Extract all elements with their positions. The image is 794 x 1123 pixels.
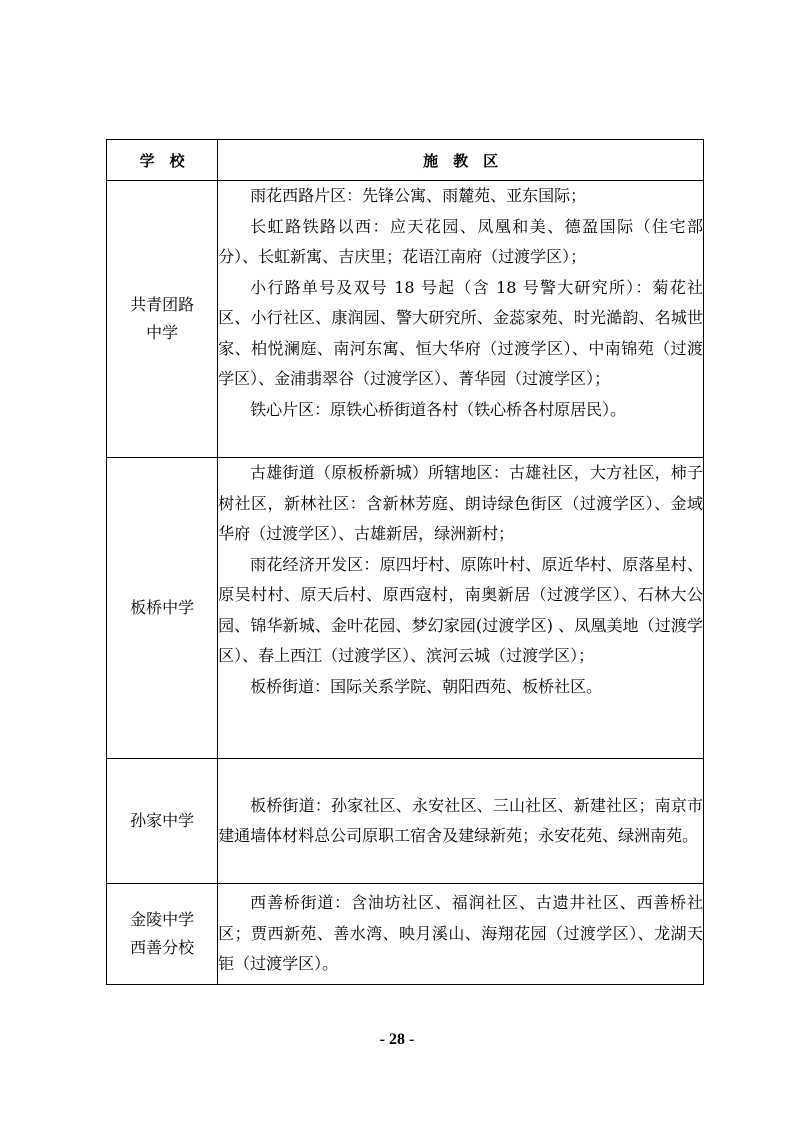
header-area: 施 教 区 [218, 140, 704, 181]
area-paragraph: 小行路单号及双号 18 号起（含 18 号警大研究所）：菊花社区、小行社区、康润园、警大研究所、金蕊家苑、时光澔韵、名城世家、柏悦澜庭、南河东寓、恒大华府（过渡学区）、中南锦苑（过渡学区）、金浦翡翠谷（过渡学区）、菁华园（过渡学区）； [218, 277, 703, 388]
area-paragraph: 古雄街道（原板桥新城）所辖地区：古雄社区，大方社区，柿子树社区，新林社区：含新林芳庭、朗诗绿色街区（过渡学区）、金域华府（过渡学区）、古雄新居，绿洲新村； [218, 463, 703, 543]
school-name-line: 板桥中学 [130, 598, 195, 617]
area-paragraph: 板桥街道：孙家社区、永安社区、三山社区、新建社区；南京市建通墙体材料总公司原职工宿舍及建绿新苑；永安花苑、绿洲南苑。 [218, 795, 703, 845]
area-description [218, 181, 704, 458]
area-paragraph: 西善桥街道：含油坊社区、福润社区、古遗井社区、西善桥社区；贾西新苑、善水湾、映月溪山、海翔花园（过渡学区）、龙湖天钜（过渡学区）。 [218, 893, 703, 974]
school-name-line: 孙家中学 [130, 811, 195, 830]
school-name-line: 共青团路 [130, 295, 195, 314]
school-name [107, 181, 218, 458]
area-paragraph: 雨花经济开发区：原四圩村、原陈叶村、原近华村、原落星村、原吴村村、原天后村、原西寇村，南奥新居（过渡学区）、石林大公园、锦华新城、金叶花园、梦幻家园(过渡学区) 、凤凰美地（过渡学区）、春上西江（过渡学区）、滨河云城（过渡学区）； [218, 554, 703, 665]
school-name-line: 西善分校 [130, 938, 195, 957]
school-name [107, 458, 218, 759]
area-paragraph: 长虹路铁路以西：应天花园、凤凰和美、德盈国际（住宅部分）、长虹新寓、吉庆里；花语江南府（过渡学区）； [218, 216, 703, 266]
school-name [107, 884, 218, 985]
area-paragraph: 板桥街道：国际关系学院、朝阳西苑、板桥社区。 [250, 676, 603, 696]
area-paragraph: 铁心片区：原铁心桥街道各村（铁心桥各村原居民）。 [250, 399, 627, 419]
table-header-row [107, 140, 704, 181]
page-number: - 28 - [379, 1031, 415, 1048]
table-row [107, 458, 704, 759]
school-name-line: 中学 [146, 323, 179, 342]
school-zone-table [106, 139, 704, 985]
table-row [107, 759, 704, 884]
school-name [107, 759, 218, 884]
header-school: 学 校 [107, 140, 218, 181]
school-name-line: 金陵中学 [130, 910, 195, 929]
area-description [218, 458, 704, 759]
area-description [218, 884, 704, 985]
table-row [107, 181, 704, 458]
area-paragraph: 雨花西路片区：先锋公寓、雨麓苑、亚东国际； [250, 186, 587, 205]
table-row [107, 884, 704, 985]
area-description [218, 759, 704, 884]
